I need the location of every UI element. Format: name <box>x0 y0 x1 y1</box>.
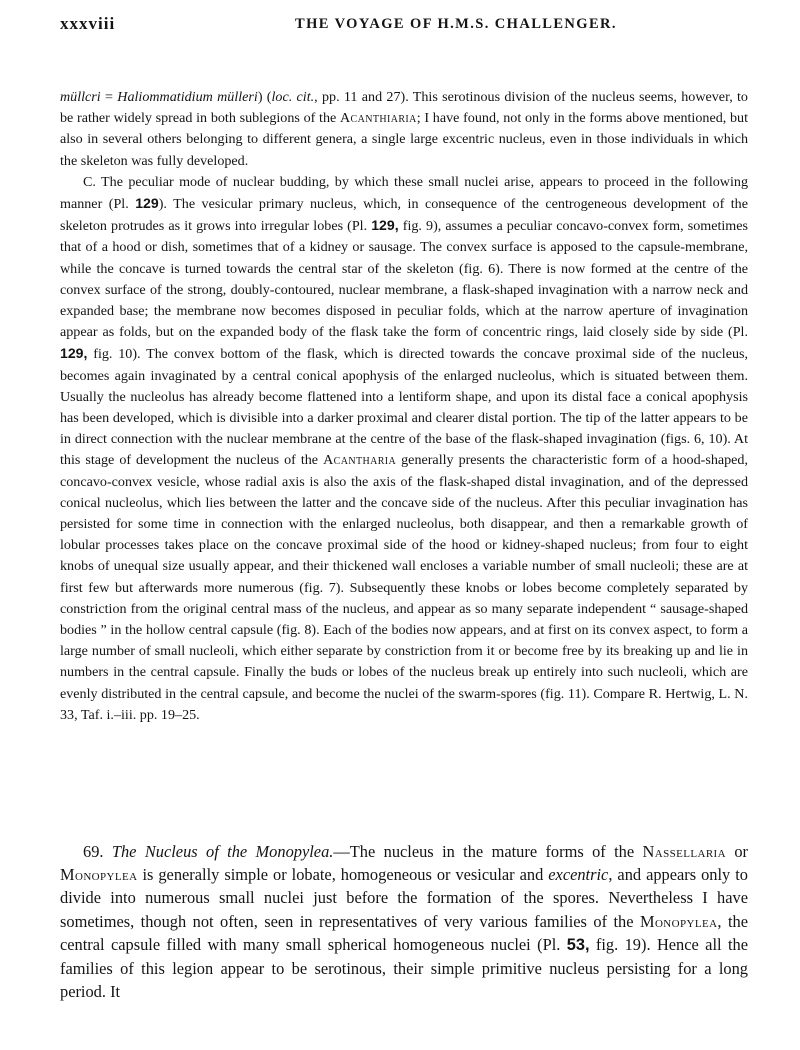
section-heading: The Nucleus of the Monopylea. <box>111 842 334 861</box>
page-header <box>60 14 746 40</box>
text-run: ). The vesicular primary nucleus, which, in consequence of the centrogeneous development of the skeleton protrudes as it grows into irregular lobes (Pl. <box>60 196 748 235</box>
section-69-paragraph <box>60 840 748 1003</box>
plate-number: 129 <box>135 195 159 212</box>
running-title: THE VOYAGE OF H.M.S. CHALLENGER. <box>295 16 617 32</box>
text-run: —The nucleus in the mature forms of the <box>333 842 643 861</box>
small-print-section <box>60 87 748 726</box>
text-run: fig. 19). Hence all the families of this legion appear to be serotinous, their simple primitive nucleus persisting for a long period. It <box>60 934 748 1002</box>
text-run: fig. 9), assumes a peculiar concavo-convex form, sometimes that of a hood or dish, sometimes that of a kidney or sausage. The convex surface is apposed to the capsule-membrane, while the concave is turned towards the central star of the skeleton (fig. 6). There is now formed at the centre of the convex surface of the strong, doubly-contoured, nuclear membrane, a flask-shaped invagination with a narrow neck and expanded base; the membrane now becomes disposed in peculiar folds, which at the narrow aperture of invagination appear as folds, but on the expanded body of the flask take the form of concentric rings, laid closely side by side (Pl. <box>60 218 749 341</box>
group-name: Acanthiaria <box>339 110 417 127</box>
text-run: ; I have found, not only in the forms above mentioned, but also in several others belonging to different genera, a single large excentric nucleus, even in those individuals in which the skeleton was fully developed. <box>60 110 748 169</box>
plate-number: 53, <box>566 935 590 954</box>
citation-abbrev: loc. cit. <box>271 89 315 105</box>
continuation-paragraph <box>60 87 748 172</box>
text-run: , the central capsule filled with many small spherical homogeneous nuclei (Pl. <box>60 911 748 954</box>
taxon-name: müllcri <box>60 89 101 105</box>
text-run: = <box>100 89 118 105</box>
text-run: , and appears only to divide into numerous small nuclei just before the formation of the spores. Nevertheless I have sometimes, though not often, seen in representatives of very various families of the <box>60 865 748 931</box>
plate-number: 129, <box>371 217 399 234</box>
group-name: Acantharia <box>323 452 397 469</box>
section-number: 69. <box>83 842 112 861</box>
emphasis: excentric <box>548 865 609 885</box>
group-name: Nassellaria <box>642 842 726 861</box>
text-run: or <box>725 842 748 861</box>
nuclear-budding-paragraph <box>60 172 748 726</box>
text-run: ) ( <box>257 89 272 105</box>
group-name: Monopylea <box>60 865 138 885</box>
group-name: Monopylea <box>639 911 718 931</box>
page-number: xxxviii <box>60 14 116 33</box>
main-text-section <box>60 840 748 1003</box>
text-run: , pp. 11 and 27). This serotinous division of the nucleus seems, however, to be rather widely spread in both sublegions of the <box>60 89 748 127</box>
plate-number: 129, <box>60 345 88 362</box>
text-run: generally presents the characteristic form of a hood-shaped, concavo-convex vesicle, whose radial axis is also the axis of the flask-shaped distal invagination, and of the depressed conical nucleolus, which lies between the latter and the concave side of the nucleus. After this peculiar invagination has persisted for some time in connection with the enlarged nucleolus, both disappear, and then a remarkable growth of lobular processes takes place on the concave proximal side of the hood or kidney-shaped nucleus; from four to eight knobs of unequal size usually appear, and their thickened wall encloses a variable number of small nucleoli; these are at first few but afterwards more numerous (fig. 7). Subsequently these knobs or lobes become completely separated by constriction from the original central mass of the nucleus, and appear as so many separate independent “ sausage-shaped bodies ” in the hollow central capsule (fig. 8). Each of the bodies now appears, and at first on its convex aspect, to form a large number of small nucleoli, which either separate by constriction from it or become free by its breaking up and lie in numbers in the central capsule. Finally the buds or lobes of the nucleus break up entirely into such nucleoli, which are evenly distributed in the central capsule, and become the nuclei of the swarm-spores (fig. 11). Compare R. Hertwig, L. N. 33, Taf. i.–iii. pp. 19–25. <box>60 452 748 723</box>
taxon-name: Haliommatidium mülleri <box>117 89 258 105</box>
text-run: fig. 10). The convex bottom of the flask, which is directed towards the concave proximal side of the nucleus, becomes again invaginated by a central conical apophysis of the enlarged nucleolus, which is situated between them. Usually the nucleolus has already become flattened into a lentiform shape, and upon its distal face a conical apophysis has been developed, which is divisible into a darker proximal and clearer distal portion. The tip of the latter appears to be in direct connection with the nuclear membrane at the centre of the base of the flask-shaped invagination (figs. 6, 10). At this stage of development the nucleus of the <box>60 346 748 469</box>
text-run: C. The peculiar mode of nuclear budding, by which these small nuclei arise, appears to proceed in the following manner (Pl. <box>60 173 748 213</box>
text-run: is generally simple or lobate, homogeneous or vesicular and <box>137 865 549 885</box>
